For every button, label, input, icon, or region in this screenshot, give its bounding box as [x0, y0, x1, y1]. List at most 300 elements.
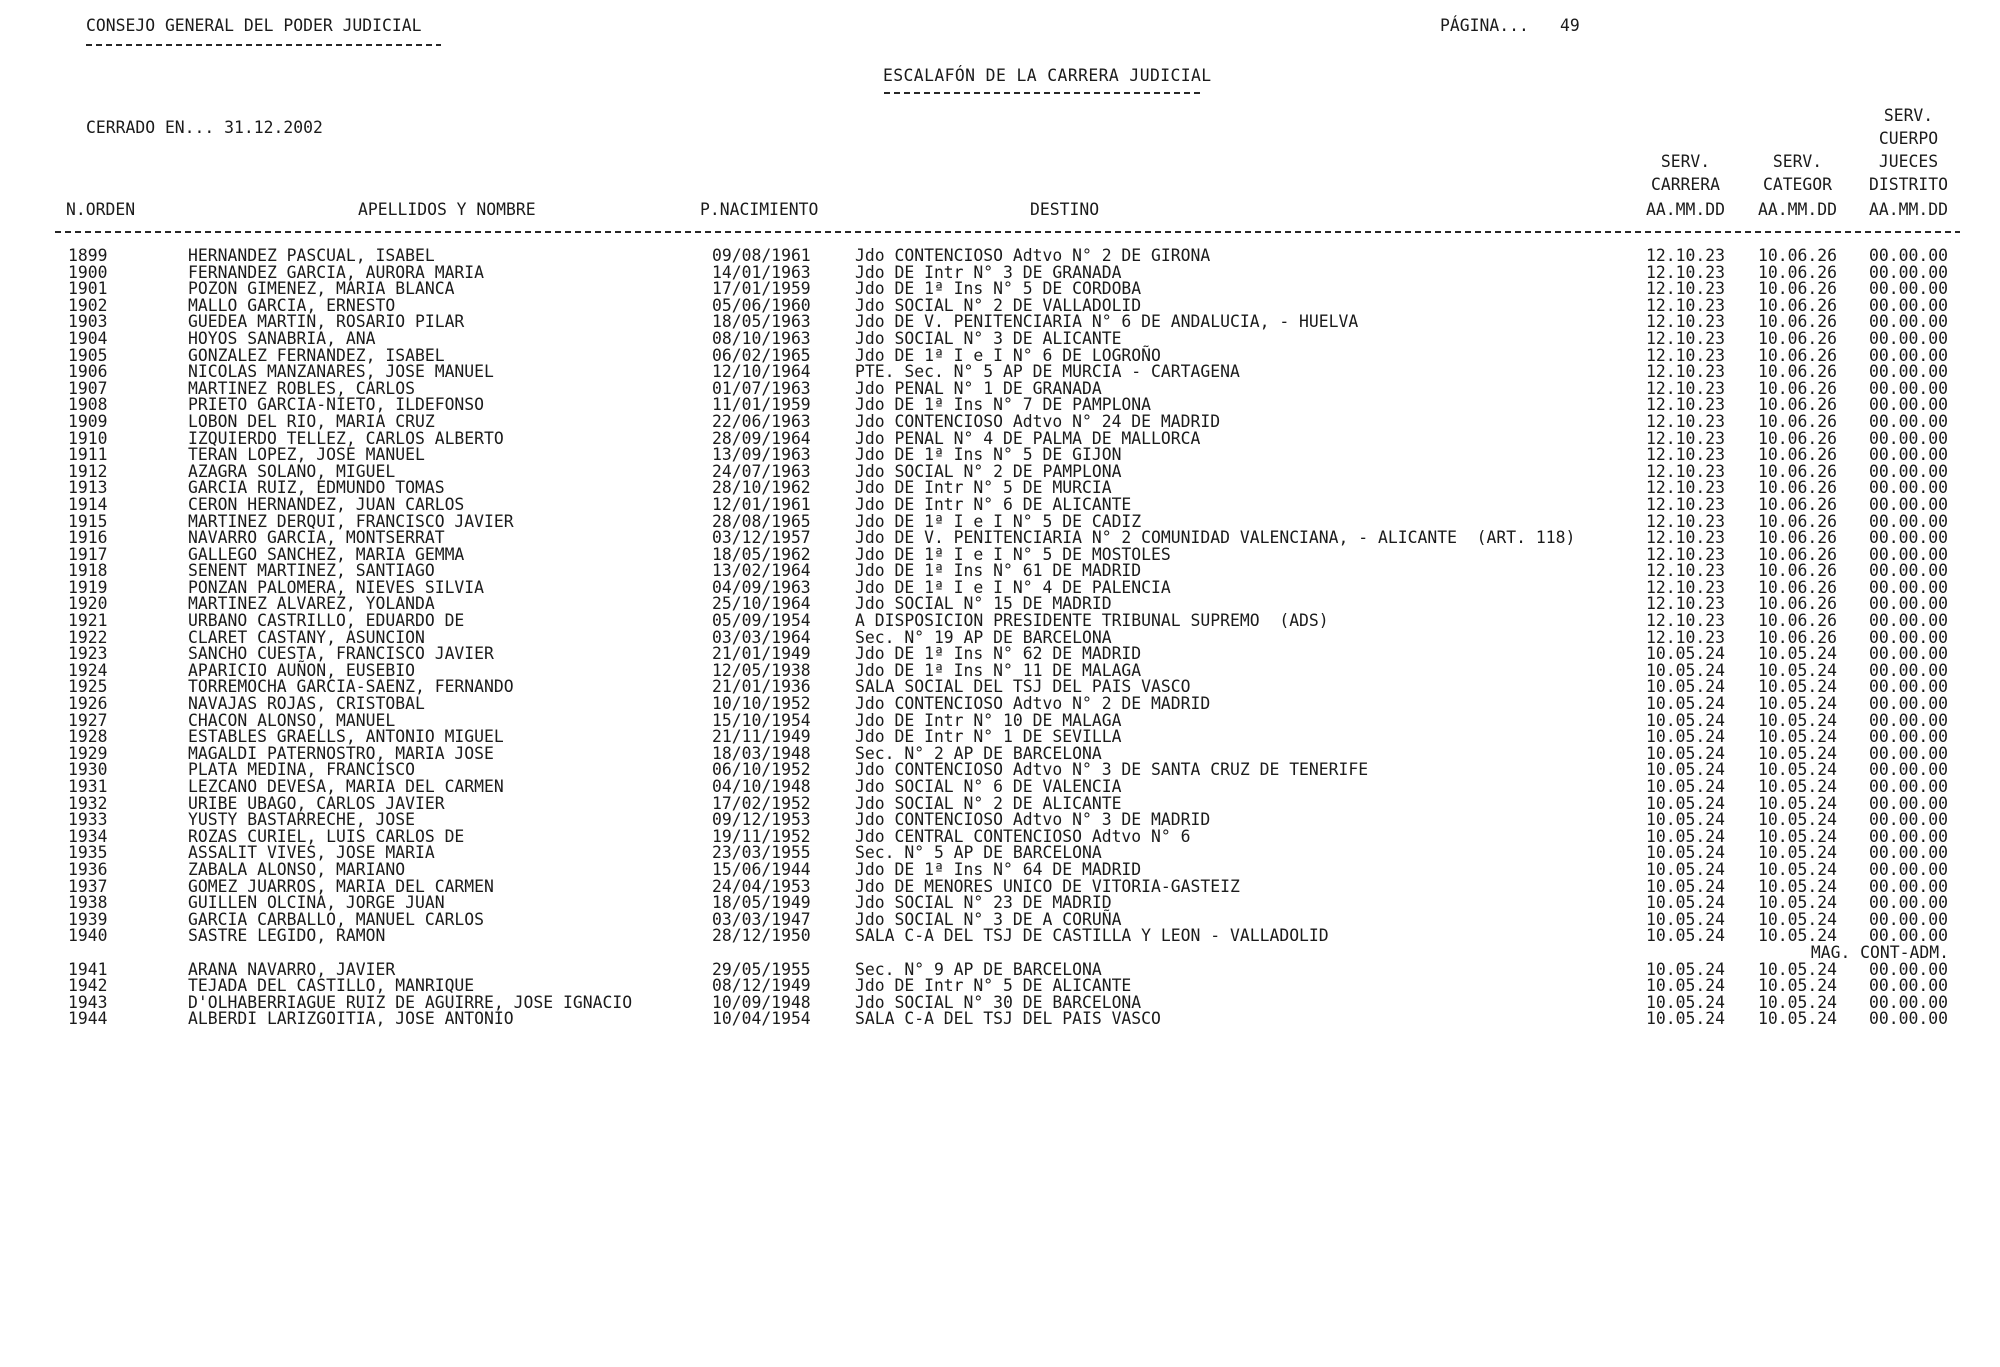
cell-destino: Jdo DE 1ª Ins N° 61 DE MADRID: [855, 561, 1142, 581]
cell-orden: 1901: [68, 279, 108, 299]
cell-nacimiento: 05/06/1960: [712, 295, 811, 315]
col-header-orden: N.ORDEN: [66, 200, 136, 219]
cell-serv-cuerpo: 00.00.00: [1869, 312, 1948, 332]
table-row: [0, 279, 2000, 299]
table-row: [0, 561, 2000, 581]
cell-serv-categor: 10.05.24: [1758, 760, 1837, 780]
cell-orden: 1918: [68, 561, 108, 581]
cell-destino: Jdo DE 1ª I e I N° 5 DE CADIZ: [855, 511, 1142, 531]
cell-serv-categor: 10.06.26: [1758, 478, 1837, 498]
cell-nacimiento: 23/03/1955: [712, 843, 811, 863]
cell-orden: 1931: [68, 777, 108, 796]
cell-serv-carrera: 10.05.24: [1646, 777, 1725, 796]
cell-nacimiento: 06/02/1965: [712, 345, 811, 365]
cell-nacimiento: 15/06/1944: [712, 859, 811, 879]
cell-serv-cuerpo: 00.00.00: [1869, 743, 1948, 763]
cell-serv-cuerpo: 00.00.00: [1869, 893, 1948, 913]
cell-serv-cuerpo: 00.00.00: [1869, 445, 1948, 465]
cell-serv-cuerpo: 00.00.00: [1869, 710, 1948, 730]
cell-serv-carrera: 10.05.24: [1646, 660, 1725, 680]
cell-serv-categor: 10.05.24: [1758, 992, 1837, 1012]
cell-nombre: GARCIA CARBALLO, MANUEL CARLOS: [188, 909, 485, 929]
cell-nacimiento: 03/03/1947: [712, 909, 811, 929]
cell-destino: Jdo DE 1ª Ins N° 7 DE PAMPLONA: [855, 395, 1152, 415]
cell-serv-categor: 10.06.26: [1758, 246, 1837, 265]
cell-nacimiento: 01/07/1963: [712, 378, 811, 398]
cell-nacimiento: 18/05/1963: [712, 312, 811, 332]
cell-orden: 1923: [68, 644, 108, 664]
cell-serv-categor: 10.05.24: [1758, 876, 1837, 896]
cell-serv-cuerpo: 00.00.00: [1869, 909, 1948, 929]
table-row: [0, 727, 2000, 747]
cell-orden: 1935: [68, 843, 108, 863]
cell-nacimiento: 18/03/1948: [712, 743, 811, 763]
cell-nombre: GUEDEA MARTIN, ROSARIO PILAR: [188, 312, 465, 332]
cell-serv-carrera: 12.10.23: [1646, 561, 1725, 581]
cell-serv-categor: 10.05.24: [1758, 909, 1837, 929]
cell-nombre: GARCIA RUIZ, EDMUNDO TOMAS: [188, 478, 445, 498]
cell-orden: 1914: [68, 494, 108, 514]
cell-orden: 1916: [68, 528, 108, 548]
cell-serv-categor: 10.05.24: [1758, 976, 1837, 996]
cell-nombre: ALBERDI LARIZGOITIA, JOSE ANTONIO: [188, 1009, 514, 1029]
table-row: [0, 777, 2000, 794]
cell-serv-categor: 10.06.26: [1758, 262, 1837, 282]
cell-nacimiento: 03/03/1964: [712, 627, 811, 647]
table-row: [0, 512, 2000, 529]
cell-nacimiento: 19/11/1952: [712, 826, 811, 846]
doc-title: ESCALAFÓN DE LA CARRERA JUDICIAL: [883, 66, 1212, 85]
cell-serv-categor: 10.05.24: [1758, 660, 1837, 680]
cell-serv-carrera: 10.05.24: [1646, 710, 1725, 730]
cell-nacimiento: 28/10/1962: [712, 478, 811, 498]
cell-destino: Jdo SOCIAL N° 2 DE PAMPLONA: [855, 461, 1122, 481]
cell-orden: 1927: [68, 710, 108, 730]
cell-orden: 1939: [68, 909, 108, 929]
cell-orden: 1922: [68, 627, 108, 647]
cell-serv-categor: 10.05.24: [1758, 1009, 1837, 1029]
cell-nombre: MALLO GARCIA, ERNESTO: [188, 295, 396, 315]
col-header-serv-carrera-2: CARRERA: [1650, 175, 1721, 194]
cell-serv-categor: 10.05.24: [1758, 677, 1837, 697]
cell-orden: 1938: [68, 893, 108, 913]
cell-serv-carrera: 10.05.24: [1646, 694, 1725, 714]
cell-nacimiento: 12/10/1964: [712, 362, 811, 382]
cell-nombre: FERNANDEZ GARCIA, AURORA MARIA: [188, 262, 485, 282]
cell-serv-categor: 10.05.24: [1758, 777, 1837, 796]
table-row: [0, 312, 2000, 332]
cell-destino: Jdo SOCIAL N° 15 DE MADRID: [855, 594, 1112, 614]
cell-nacimiento: 08/10/1963: [712, 328, 811, 348]
table-row: [0, 346, 2000, 363]
cell-orden: 1907: [68, 378, 108, 398]
table-row: [0, 860, 2000, 877]
cell-orden: 1921: [68, 611, 108, 631]
cell-nombre: LOBON DEL RIO, MARIA CRUZ: [188, 411, 435, 431]
table-row: [0, 578, 2000, 595]
cell-destino: Jdo DE Intr N° 6 DE ALICANTE: [855, 494, 1132, 514]
col-header-serv-cuerpo-3: JUECES: [1878, 152, 1939, 171]
cell-serv-categor: 10.06.26: [1758, 494, 1837, 514]
cell-serv-cuerpo: 00.00.00: [1869, 345, 1948, 365]
cell-nombre: CHACON ALONSO, MANUEL: [188, 710, 396, 730]
cell-nombre: NICOLAS MANZANARES, JOSE MANUEL: [188, 362, 494, 382]
cell-serv-carrera: 12.10.23: [1646, 445, 1725, 465]
cell-nacimiento: 28/08/1965: [712, 511, 811, 531]
cell-serv-carrera: 12.10.23: [1646, 528, 1725, 548]
table-row: [0, 843, 2000, 863]
col-header-nombre: APELLIDOS Y NOMBRE: [358, 200, 536, 219]
cell-orden: 1932: [68, 793, 108, 813]
cell-nacimiento: 21/01/1936: [712, 677, 811, 697]
cell-nacimiento: 04/10/1948: [712, 777, 811, 796]
cell-serv-categor: 10.06.26: [1758, 312, 1837, 332]
cell-serv-categor: 10.06.26: [1758, 362, 1837, 382]
cell-orden: 1902: [68, 295, 108, 315]
table-row: [0, 993, 2000, 1010]
cell-serv-categor: 10.06.26: [1758, 561, 1837, 581]
table-row: [0, 528, 2000, 548]
cell-destino: Jdo PENAL N° 4 DE PALMA DE MALLORCA: [855, 428, 1201, 448]
cell-serv-categor: 10.05.24: [1758, 843, 1837, 863]
col-header-serv-carrera-1: SERV.: [1660, 152, 1711, 171]
table-row: [0, 329, 2000, 346]
page-number: 49: [1560, 16, 1580, 35]
table-row: [0, 760, 2000, 780]
cell-serv-carrera: 10.05.24: [1646, 743, 1725, 763]
table-row: [0, 362, 2000, 382]
cell-destino: PTE. Sec. N° 5 AP DE MURCIA - CARTAGENA: [855, 362, 1240, 382]
cell-serv-categor: 10.05.24: [1758, 893, 1837, 913]
cell-nombre: AZAGRA SOLANO, MIGUEL: [188, 461, 396, 481]
cell-orden: 1906: [68, 362, 108, 382]
cell-destino: Jdo CONTENCIOSO Adtvo N° 2 DE MADRID: [855, 694, 1211, 714]
cell-serv-categor: 10.06.26: [1758, 544, 1837, 564]
closed-date: CERRADO EN... 31.12.2002: [86, 118, 323, 137]
cell-nacimiento: 17/01/1959: [712, 279, 811, 299]
cell-serv-cuerpo: 00.00.00: [1869, 760, 1948, 780]
cell-destino: Jdo SOCIAL N° 23 DE MADRID: [855, 893, 1112, 913]
cell-serv-cuerpo: 00.00.00: [1869, 660, 1948, 680]
table-row: [0, 495, 2000, 512]
cell-destino: Jdo CONTENCIOSO Adtvo N° 2 DE GIRONA: [855, 246, 1211, 265]
cell-nacimiento: 21/11/1949: [712, 727, 811, 747]
cell-serv-carrera: 10.05.24: [1646, 992, 1725, 1012]
cell-serv-categor: 10.06.26: [1758, 528, 1837, 548]
cell-serv-carrera: 10.05.24: [1646, 727, 1725, 747]
cell-nombre: NAVAJAS ROJAS, CRISTOBAL: [188, 694, 425, 714]
cell-orden: 1920: [68, 594, 108, 614]
cell-serv-cuerpo: 00.00.00: [1869, 926, 1948, 946]
cell-nacimiento: 12/05/1938: [712, 660, 811, 680]
cell-serv-cuerpo: 00.00.00: [1869, 677, 1948, 697]
cell-nombre: ARANA NAVARRO, JAVIER: [188, 959, 396, 979]
cell-serv-categor: 10.05.24: [1758, 959, 1837, 979]
cell-nombre: IZQUIERDO TELLEZ, CARLOS ALBERTO: [188, 428, 504, 448]
cell-serv-cuerpo: 00.00.00: [1869, 262, 1948, 282]
cell-serv-carrera: 12.10.23: [1646, 594, 1725, 614]
cell-serv-carrera: 10.05.24: [1646, 644, 1725, 664]
page-indicator-label: PÁGINA...: [1440, 16, 1529, 35]
cell-orden: 1915: [68, 511, 108, 531]
cell-serv-cuerpo: 00.00.00: [1869, 611, 1948, 631]
cell-serv-cuerpo: 00.00.00: [1869, 328, 1948, 348]
cell-nacimiento: 28/12/1950: [712, 926, 811, 946]
col-header-serv-cuerpo-2: CUERPO: [1878, 129, 1939, 148]
cell-serv-carrera: 12.10.23: [1646, 411, 1725, 431]
cell-nombre: SANCHO CUESTA, FRANCISCO JAVIER: [188, 644, 494, 664]
cell-serv-categor: 10.06.26: [1758, 328, 1837, 348]
cell-serv-carrera: 12.10.23: [1646, 395, 1725, 415]
cell-nombre: MAGALDI PATERNOSTRO, MARIA JOSE: [188, 743, 494, 763]
cell-orden: 1930: [68, 760, 108, 780]
cell-nacimiento: 18/05/1962: [712, 544, 811, 564]
cell-serv-carrera: 12.10.23: [1646, 494, 1725, 514]
cell-nombre: TERAN LOPEZ, JOSE MANUEL: [188, 445, 425, 465]
cell-destino: Jdo DE Intr N° 1 DE SEVILLA: [855, 727, 1122, 747]
cell-serv-categor: 10.06.26: [1758, 295, 1837, 315]
cell-serv-cuerpo: 00.00.00: [1869, 826, 1948, 846]
cell-serv-categor: 10.05.24: [1758, 694, 1837, 714]
cell-serv-carrera: 12.10.23: [1646, 627, 1725, 647]
cell-serv-cuerpo: 00.00.00: [1869, 876, 1948, 896]
cell-nacimiento: 10/04/1954: [712, 1009, 811, 1029]
cell-nacimiento: 09/12/1953: [712, 810, 811, 830]
cell-serv-categor: 10.05.24: [1758, 793, 1837, 813]
table-row: [0, 794, 2000, 811]
cell-destino: Jdo DE Intr N° 5 DE ALICANTE: [855, 976, 1132, 996]
cell-orden: 1900: [68, 262, 108, 282]
cell-serv-carrera: 12.10.23: [1646, 461, 1725, 481]
cell-serv-categor: 10.06.26: [1758, 395, 1837, 415]
cell-orden: 1903: [68, 312, 108, 332]
cell-nacimiento: 22/06/1963: [712, 411, 811, 431]
cell-destino: Jdo DE 1ª Ins N° 64 DE MADRID: [855, 859, 1142, 879]
cell-nacimiento: 06/10/1952: [712, 760, 811, 780]
cell-serv-cuerpo: 00.00.00: [1869, 395, 1948, 415]
cell-orden: 1919: [68, 577, 108, 597]
cell-nombre: TORREMOCHA GARCIA-SAENZ, FERNANDO: [188, 677, 514, 697]
table-row: [0, 296, 2000, 313]
cell-serv-carrera: 10.05.24: [1646, 843, 1725, 863]
cell-serv-cuerpo: 00.00.00: [1869, 594, 1948, 614]
cell-serv-carrera: 12.10.23: [1646, 577, 1725, 597]
cell-serv-categor: 10.06.26: [1758, 511, 1837, 531]
cell-nombre: MARTINEZ DERQUI, FRANCISCO JAVIER: [188, 511, 514, 531]
cell-destino: Sec. N° 2 AP DE BARCELONA: [855, 743, 1102, 763]
cell-serv-carrera: 10.05.24: [1646, 976, 1725, 996]
cell-nacimiento: 05/09/1954: [712, 611, 811, 631]
cell-orden: 1912: [68, 461, 108, 481]
cell-serv-categor: 10.06.26: [1758, 594, 1837, 614]
cell-orden: 1942: [68, 976, 108, 996]
table-row: [0, 976, 2000, 996]
cell-orden: 1933: [68, 810, 108, 830]
cell-serv-cuerpo: 00.00.00: [1869, 992, 1948, 1012]
cell-serv-cuerpo: 00.00.00: [1869, 644, 1948, 664]
cell-nombre: HERNANDEZ PASCUAL, ISABEL: [188, 246, 435, 265]
cell-serv-cuerpo: 00.00.00: [1869, 362, 1948, 382]
cell-destino: Jdo SOCIAL N° 2 DE ALICANTE: [855, 793, 1122, 813]
cell-serv-carrera: 12.10.23: [1646, 345, 1725, 365]
cell-orden: 1925: [68, 677, 108, 697]
cell-serv-categor: 10.06.26: [1758, 378, 1837, 398]
cell-serv-cuerpo: 00.00.00: [1869, 544, 1948, 564]
table-row: [0, 1009, 2000, 1029]
cell-destino: Jdo SOCIAL N° 2 DE VALLADOLID: [855, 295, 1142, 315]
cell-destino: Sec. N° 19 AP DE BARCELONA: [855, 627, 1112, 647]
cell-serv-cuerpo: 00.00.00: [1869, 843, 1948, 863]
cell-nombre: MARTINEZ ALVAREZ, YOLANDA: [188, 594, 435, 614]
cell-serv-categor: 10.05.24: [1758, 926, 1837, 946]
cell-destino: Jdo DE Intr N° 3 DE GRANADA: [855, 262, 1122, 282]
cell-serv-cuerpo: 00.00.00: [1869, 976, 1948, 996]
cell-nombre: YUSTY BASTARRECHE, JOSE: [188, 810, 415, 830]
cell-nombre: URIBE UBAGO, CARLOS JAVIER: [188, 793, 445, 813]
cell-destino: Jdo CONTENCIOSO Adtvo N° 24 DE MADRID: [855, 411, 1221, 431]
cell-serv-carrera: 12.10.23: [1646, 312, 1725, 332]
cell-serv-cuerpo: 00.00.00: [1869, 627, 1948, 647]
cell-destino: Jdo CONTENCIOSO Adtvo N° 3 DE SANTA CRUZ DE TENERIFE: [855, 760, 1369, 780]
table-row: [0, 877, 2000, 894]
col-header-aammdd-cuerpo: AA.MM.DD: [1869, 200, 1948, 219]
org-underline-rule: [86, 44, 441, 46]
cell-destino: SALA SOCIAL DEL TSJ DEL PAIS VASCO: [855, 677, 1191, 697]
cell-serv-cuerpo: 00.00.00: [1869, 1009, 1948, 1029]
cell-nombre: ASSALIT VIVES, JOSE MARIA: [188, 843, 435, 863]
title-underline-rule: [884, 92, 1202, 94]
cell-destino: SALA C-A DEL TSJ DEL PAIS VASCO: [855, 1009, 1161, 1029]
cell-destino: Jdo DE V. PENITENCIARIA N° 2 COMUNIDAD VALENCIANA, - ALICANTE (ART. 118): [855, 528, 1576, 548]
cell-orden: 1929: [68, 743, 108, 763]
table-row: [0, 644, 2000, 664]
cell-orden: 1941: [68, 959, 108, 979]
cell-serv-cuerpo: 00.00.00: [1869, 694, 1948, 714]
cell-orden: 1940: [68, 926, 108, 946]
table-row: [0, 594, 2000, 614]
cell-serv-categor: 10.06.26: [1758, 611, 1837, 631]
cell-nacimiento: 24/07/1963: [712, 461, 811, 481]
cell-orden: 1911: [68, 445, 108, 465]
cell-nombre: CERON HERNANDEZ, JUAN CARLOS: [188, 494, 465, 514]
cell-destino: A DISPOSICION PRESIDENTE TRIBUNAL SUPREMO (ADS): [855, 611, 1329, 631]
cell-serv-cuerpo: 00.00.00: [1869, 727, 1948, 747]
cell-serv-carrera: 12.10.23: [1646, 246, 1725, 265]
cell-orden: 1924: [68, 660, 108, 680]
cell-serv-categor: 10.05.24: [1758, 826, 1837, 846]
cell-destino: Sec. N° 5 AP DE BARCELONA: [855, 843, 1102, 863]
cell-serv-categor: 10.05.24: [1758, 644, 1837, 664]
table-row: [0, 810, 2000, 830]
cell-destino: Jdo SOCIAL N° 3 DE A CORUÑA: [855, 909, 1122, 929]
cell-nombre: POZON GIMENEZ, MARIA BLANCA: [188, 279, 455, 299]
cell-serv-carrera: 12.10.23: [1646, 279, 1725, 299]
cell-nacimiento: 21/01/1949: [712, 644, 811, 664]
cell-serv-carrera: 12.10.23: [1646, 362, 1725, 382]
table-separator-rule: [55, 231, 1960, 233]
cell-serv-carrera: 10.05.24: [1646, 893, 1725, 913]
cell-serv-carrera: 10.05.24: [1646, 876, 1725, 896]
cell-destino: Jdo DE V. PENITENCIARIA N° 6 DE ANDALUCIA, - HUELVA: [855, 312, 1359, 332]
cell-destino: Jdo DE 1ª Ins N° 11 DE MALAGA: [855, 660, 1142, 680]
cell-nombre: GONZALEZ FERNANDEZ, ISABEL: [188, 345, 445, 365]
cell-serv-cuerpo: 00.00.00: [1869, 777, 1948, 796]
cell-nombre: PONZAN PALOMERA, NIEVES SILVIA: [188, 577, 485, 597]
col-header-serv-cuerpo-1: SERV.: [1883, 106, 1934, 125]
cell-serv-carrera: 12.10.23: [1646, 478, 1725, 498]
table-body: [0, 246, 2000, 1029]
cell-nacimiento: 29/05/1955: [712, 959, 811, 979]
table-row: [0, 926, 2000, 946]
col-header-destino: DESTINO: [1030, 200, 1100, 219]
table-row: [0, 744, 2000, 761]
cell-serv-carrera: 12.10.23: [1646, 428, 1725, 448]
cell-serv-carrera: 10.05.24: [1646, 909, 1725, 929]
col-header-aammdd-categor: AA.MM.DD: [1758, 200, 1837, 219]
col-header-nacimiento: P.NACIMIENTO: [700, 200, 819, 219]
org-title: CONSEJO GENERAL DEL PODER JUDICIAL: [86, 16, 422, 35]
cell-nacimiento: 11/01/1959: [712, 395, 811, 415]
table-row: [0, 628, 2000, 645]
cell-serv-cuerpo: 00.00.00: [1869, 279, 1948, 299]
cell-serv-categor: 10.05.24: [1758, 743, 1837, 763]
cell-destino: SALA C-A DEL TSJ DE CASTILLA Y LEON - VALLADOLID: [855, 926, 1329, 946]
table-row: [0, 910, 2000, 927]
table-row: [0, 263, 2000, 280]
cell-nacimiento: 15/10/1954: [712, 710, 811, 730]
table-row: [0, 379, 2000, 396]
cell-serv-categor: 10.06.26: [1758, 577, 1837, 597]
cell-orden: 1944: [68, 1009, 108, 1029]
cell-nacimiento: 28/09/1964: [712, 428, 811, 448]
cell-destino: Jdo PENAL N° 1 DE GRANADA: [855, 378, 1102, 398]
cell-nombre: NAVARRO GARCIA, MONTSERRAT: [188, 528, 445, 548]
table-row: [0, 478, 2000, 498]
cell-destino: Jdo CENTRAL CONTENCIOSO Adtvo N° 6: [855, 826, 1191, 846]
cell-destino: Jdo SOCIAL N° 3 DE ALICANTE: [855, 328, 1122, 348]
cell-nacimiento: 10/09/1948: [712, 992, 811, 1012]
cell-serv-cuerpo: 00.00.00: [1869, 494, 1948, 514]
cell-destino: Jdo SOCIAL N° 30 DE BARCELONA: [855, 992, 1142, 1012]
cell-serv-carrera: 10.05.24: [1646, 810, 1725, 830]
cell-nombre: PLATA MEDINA, FRANCISCO: [188, 760, 415, 780]
cell-serv-cuerpo: 00.00.00: [1869, 295, 1948, 315]
cell-orden: 1928: [68, 727, 108, 747]
cell-serv-carrera: 12.10.23: [1646, 295, 1725, 315]
cell-destino: Jdo DE 1ª Ins N° 62 DE MADRID: [855, 644, 1142, 664]
cell-nombre: GOMEZ JUARROS, MARIA DEL CARMEN: [188, 876, 494, 896]
cell-serv-cuerpo: 00.00.00: [1869, 528, 1948, 548]
cell-serv-carrera: 12.10.23: [1646, 544, 1725, 564]
cell-nacimiento: 08/12/1949: [712, 976, 811, 996]
table-row: [0, 827, 2000, 844]
cell-serv-cuerpo: 00.00.00: [1869, 478, 1948, 498]
cell-orden: 1934: [68, 826, 108, 846]
cell-serv-carrera: 12.10.23: [1646, 262, 1725, 282]
cell-serv-categor: 10.06.26: [1758, 411, 1837, 431]
cell-serv-carrera: 12.10.23: [1646, 328, 1725, 348]
cell-serv-carrera: 12.10.23: [1646, 611, 1725, 631]
cell-nombre: GALLEGO SANCHEZ, MARIA GEMMA: [188, 544, 465, 564]
cell-serv-categor: 10.05.24: [1758, 859, 1837, 879]
cell-serv-carrera: 10.05.24: [1646, 760, 1725, 780]
cell-serv-carrera: 10.05.24: [1646, 859, 1725, 879]
cell-orden: 1910: [68, 428, 108, 448]
cell-serv-cuerpo: 00.00.00: [1869, 428, 1948, 448]
cell-nacimiento: 04/09/1963: [712, 577, 811, 597]
table-row: [0, 246, 2000, 263]
cell-nombre: SENENT MARTINEZ, SANTIAGO: [188, 561, 435, 581]
